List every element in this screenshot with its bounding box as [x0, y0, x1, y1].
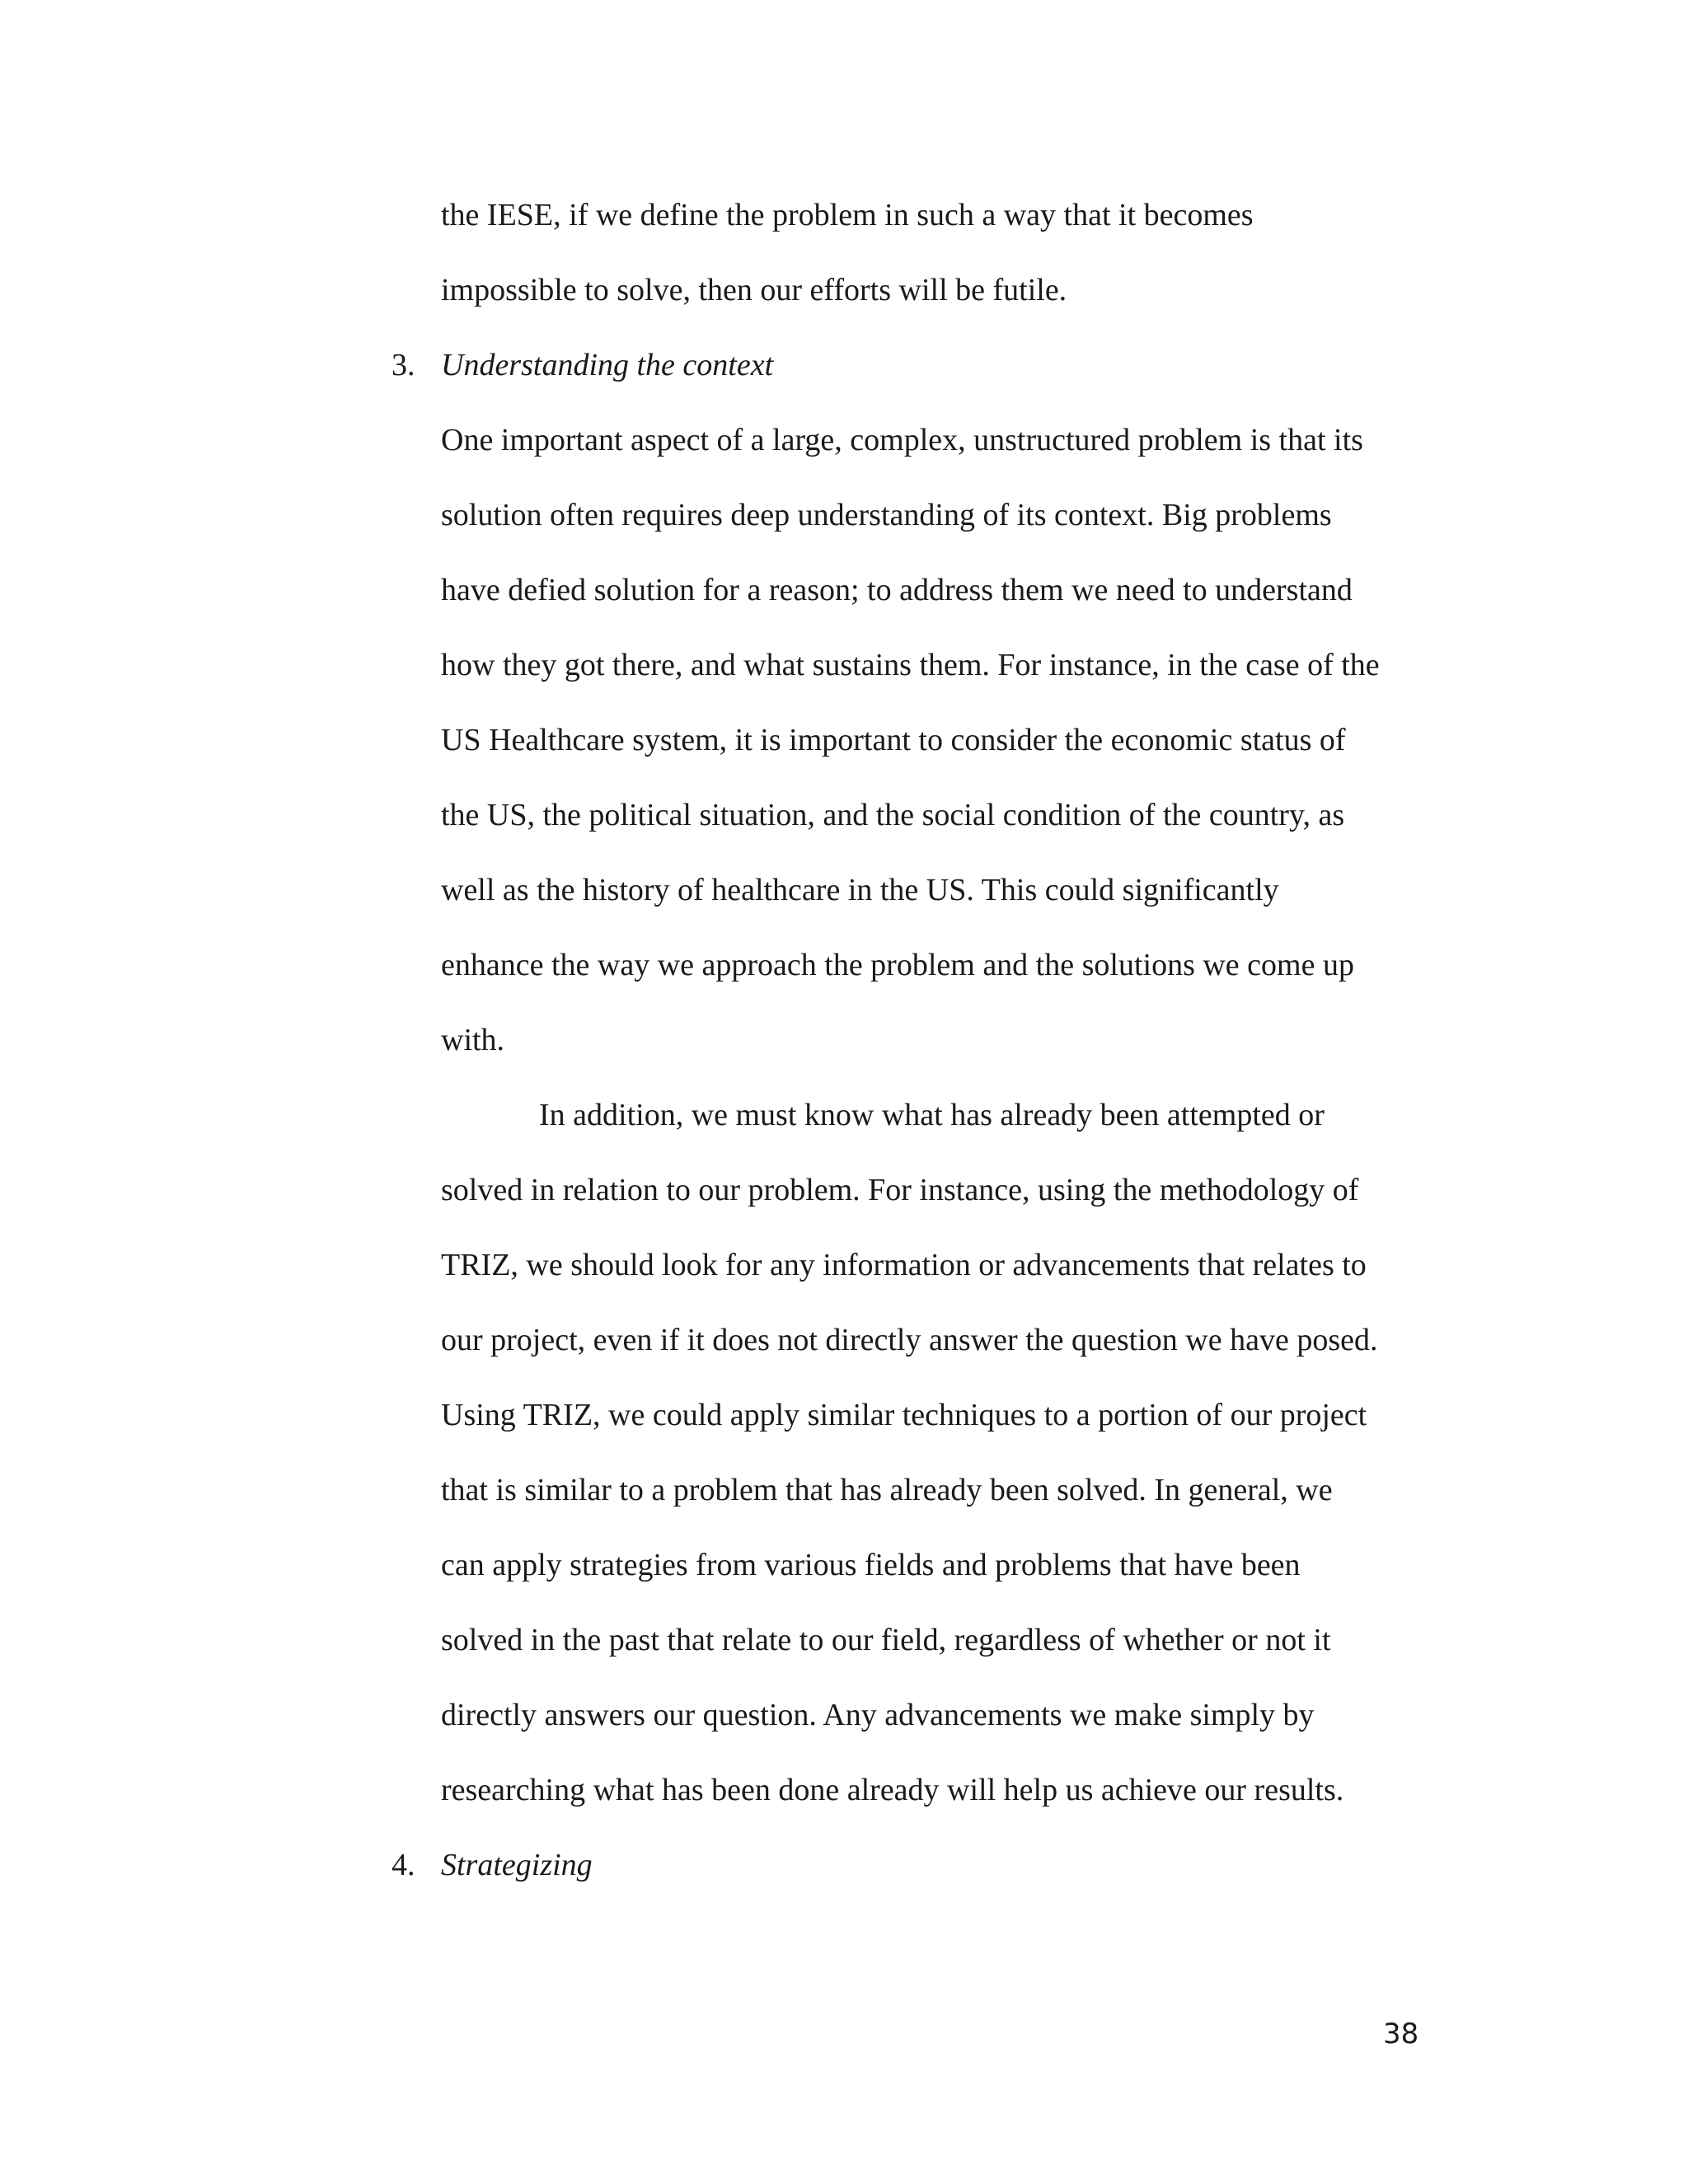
body-text-line: solution often requires deep understanding of its context. Big problems: [441, 498, 1332, 532]
body-text-line: well as the history of healthcare in the US. This could significantly: [441, 873, 1279, 907]
body-text-line: One important aspect of a large, complex, unstructured problem is that its: [441, 423, 1363, 457]
body-text-line: our project, even if it does not directly answer the question we have posed.: [441, 1323, 1378, 1357]
body-text-line: the IESE, if we define the problem in such a way that it becomes: [441, 198, 1254, 232]
section-heading: Strategizing: [441, 1848, 593, 1882]
body-text-line: how they got there, and what sustains them. For instance, in the case of the: [441, 648, 1380, 682]
body-text-line: enhance the way we approach the problem and the solutions we come up: [441, 948, 1354, 982]
body-text-line: impossible to solve, then our efforts will be futile.: [441, 273, 1067, 307]
list-number: 4.: [392, 1848, 415, 1882]
body-text-line: researching what has been done already will help us achieve our results.: [441, 1773, 1344, 1807]
body-text-line: solved in the past that relate to our field, regardless of whether or not it: [441, 1623, 1331, 1657]
body-text-line: Using TRIZ, we could apply similar techniques to a portion of our project: [441, 1398, 1367, 1432]
body-text-line: the US, the political situation, and the social condition of the country, as: [441, 798, 1345, 832]
body-text-line: can apply strategies from various fields and problems that have been: [441, 1548, 1301, 1582]
body-text-line: with.: [441, 1023, 505, 1057]
body-text-line: In addition, we must know what has already been attempted or: [539, 1098, 1325, 1132]
section-heading: Understanding the context: [441, 348, 774, 382]
body-text-line: that is similar to a problem that has already been solved. In general, we: [441, 1473, 1333, 1507]
body-text-line: US Healthcare system, it is important to consider the economic status of: [441, 723, 1346, 757]
list-number: 3.: [392, 348, 415, 382]
page-number: 38: [1383, 2018, 1419, 2050]
body-text-line: have defied solution for a reason; to address them we need to understand: [441, 573, 1353, 607]
body-text-line: TRIZ, we should look for any information or advancements that relates to: [441, 1248, 1367, 1282]
body-text-line: directly answers our question. Any advancements we make simply by: [441, 1698, 1315, 1732]
body-text-line: solved in relation to our problem. For instance, using the methodology of: [441, 1173, 1359, 1207]
